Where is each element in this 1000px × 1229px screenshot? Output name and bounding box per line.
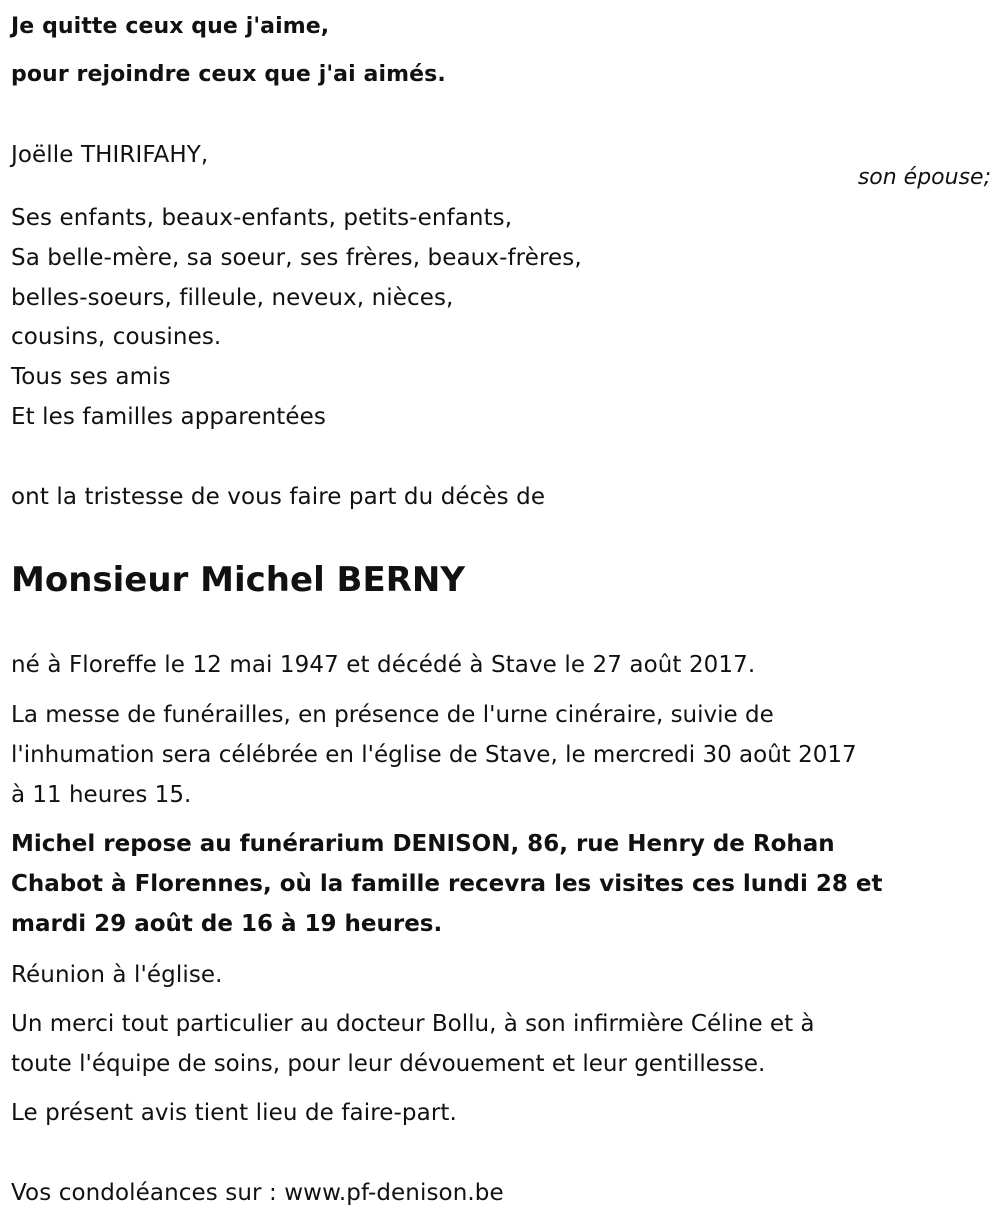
family-line-6: Et les familles apparentées	[11, 404, 326, 430]
visitation-line-3: mardi 29 août de 16 à 19 heures.	[11, 911, 443, 937]
obituary-notice	[11, 0, 991, 1229]
thanks-line-1: Un merci tout particulier au docteur Bollu, à son infirmière Céline et à	[11, 1011, 815, 1037]
epigraph-line-2: pour rejoindre ceux que j'ai aimés.	[11, 62, 446, 87]
family-line-5: Tous ses amis	[11, 364, 171, 390]
visitation-paragraph	[11, 824, 986, 944]
deceased-name: Monsieur Michel BERNY	[11, 560, 465, 600]
funeral-line-3: à 11 heures 15.	[11, 782, 192, 808]
thanks-paragraph	[11, 1004, 986, 1084]
epigraph-line-1: Je quitte ceux que j'aime,	[11, 14, 330, 39]
funeral-paragraph	[11, 695, 986, 815]
birth-death-text: né à Floreffe le 12 mai 1947 et décédé à Stave le 27 août 2017.	[11, 652, 756, 678]
family-line-4: cousins, cousines.	[11, 324, 222, 350]
visitation-line-2: Chabot à Florennes, où la famille recevra les visites ces lundi 28 et	[11, 871, 883, 897]
visitation-line-1: Michel repose au funérarium DENISON, 86, rue Henry de Rohan	[11, 831, 835, 857]
family-line-2: Sa belle-mère, sa soeur, ses frères, beaux-frères,	[11, 245, 582, 271]
funeral-line-1: La messe de funérailles, en présence de l'urne cinéraire, suivie de	[11, 702, 774, 728]
announcement-text: ont la tristesse de vous faire part du décès de	[11, 484, 546, 510]
thanks-line-2: toute l'équipe de soins, pour leur dévouement et leur gentillesse.	[11, 1051, 766, 1077]
family-line-3: belles-soeurs, filleule, neveux, nièces,	[11, 285, 454, 311]
funeral-line-2: l'inhumation sera célébrée en l'église de Stave, le mercredi 30 août 2017	[11, 742, 857, 768]
notice-text: Le présent avis tient lieu de faire-part.	[11, 1100, 457, 1126]
condolences-text: Vos condoléances sur : www.pf-denison.be	[11, 1180, 504, 1206]
spouse-role: son épouse;	[857, 165, 991, 190]
spouse-name: Joëlle THIRIFAHY,	[11, 142, 209, 168]
meeting-text: Réunion à l'église.	[11, 962, 223, 988]
family-line-1: Ses enfants, beaux-enfants, petits-enfants,	[11, 205, 513, 231]
